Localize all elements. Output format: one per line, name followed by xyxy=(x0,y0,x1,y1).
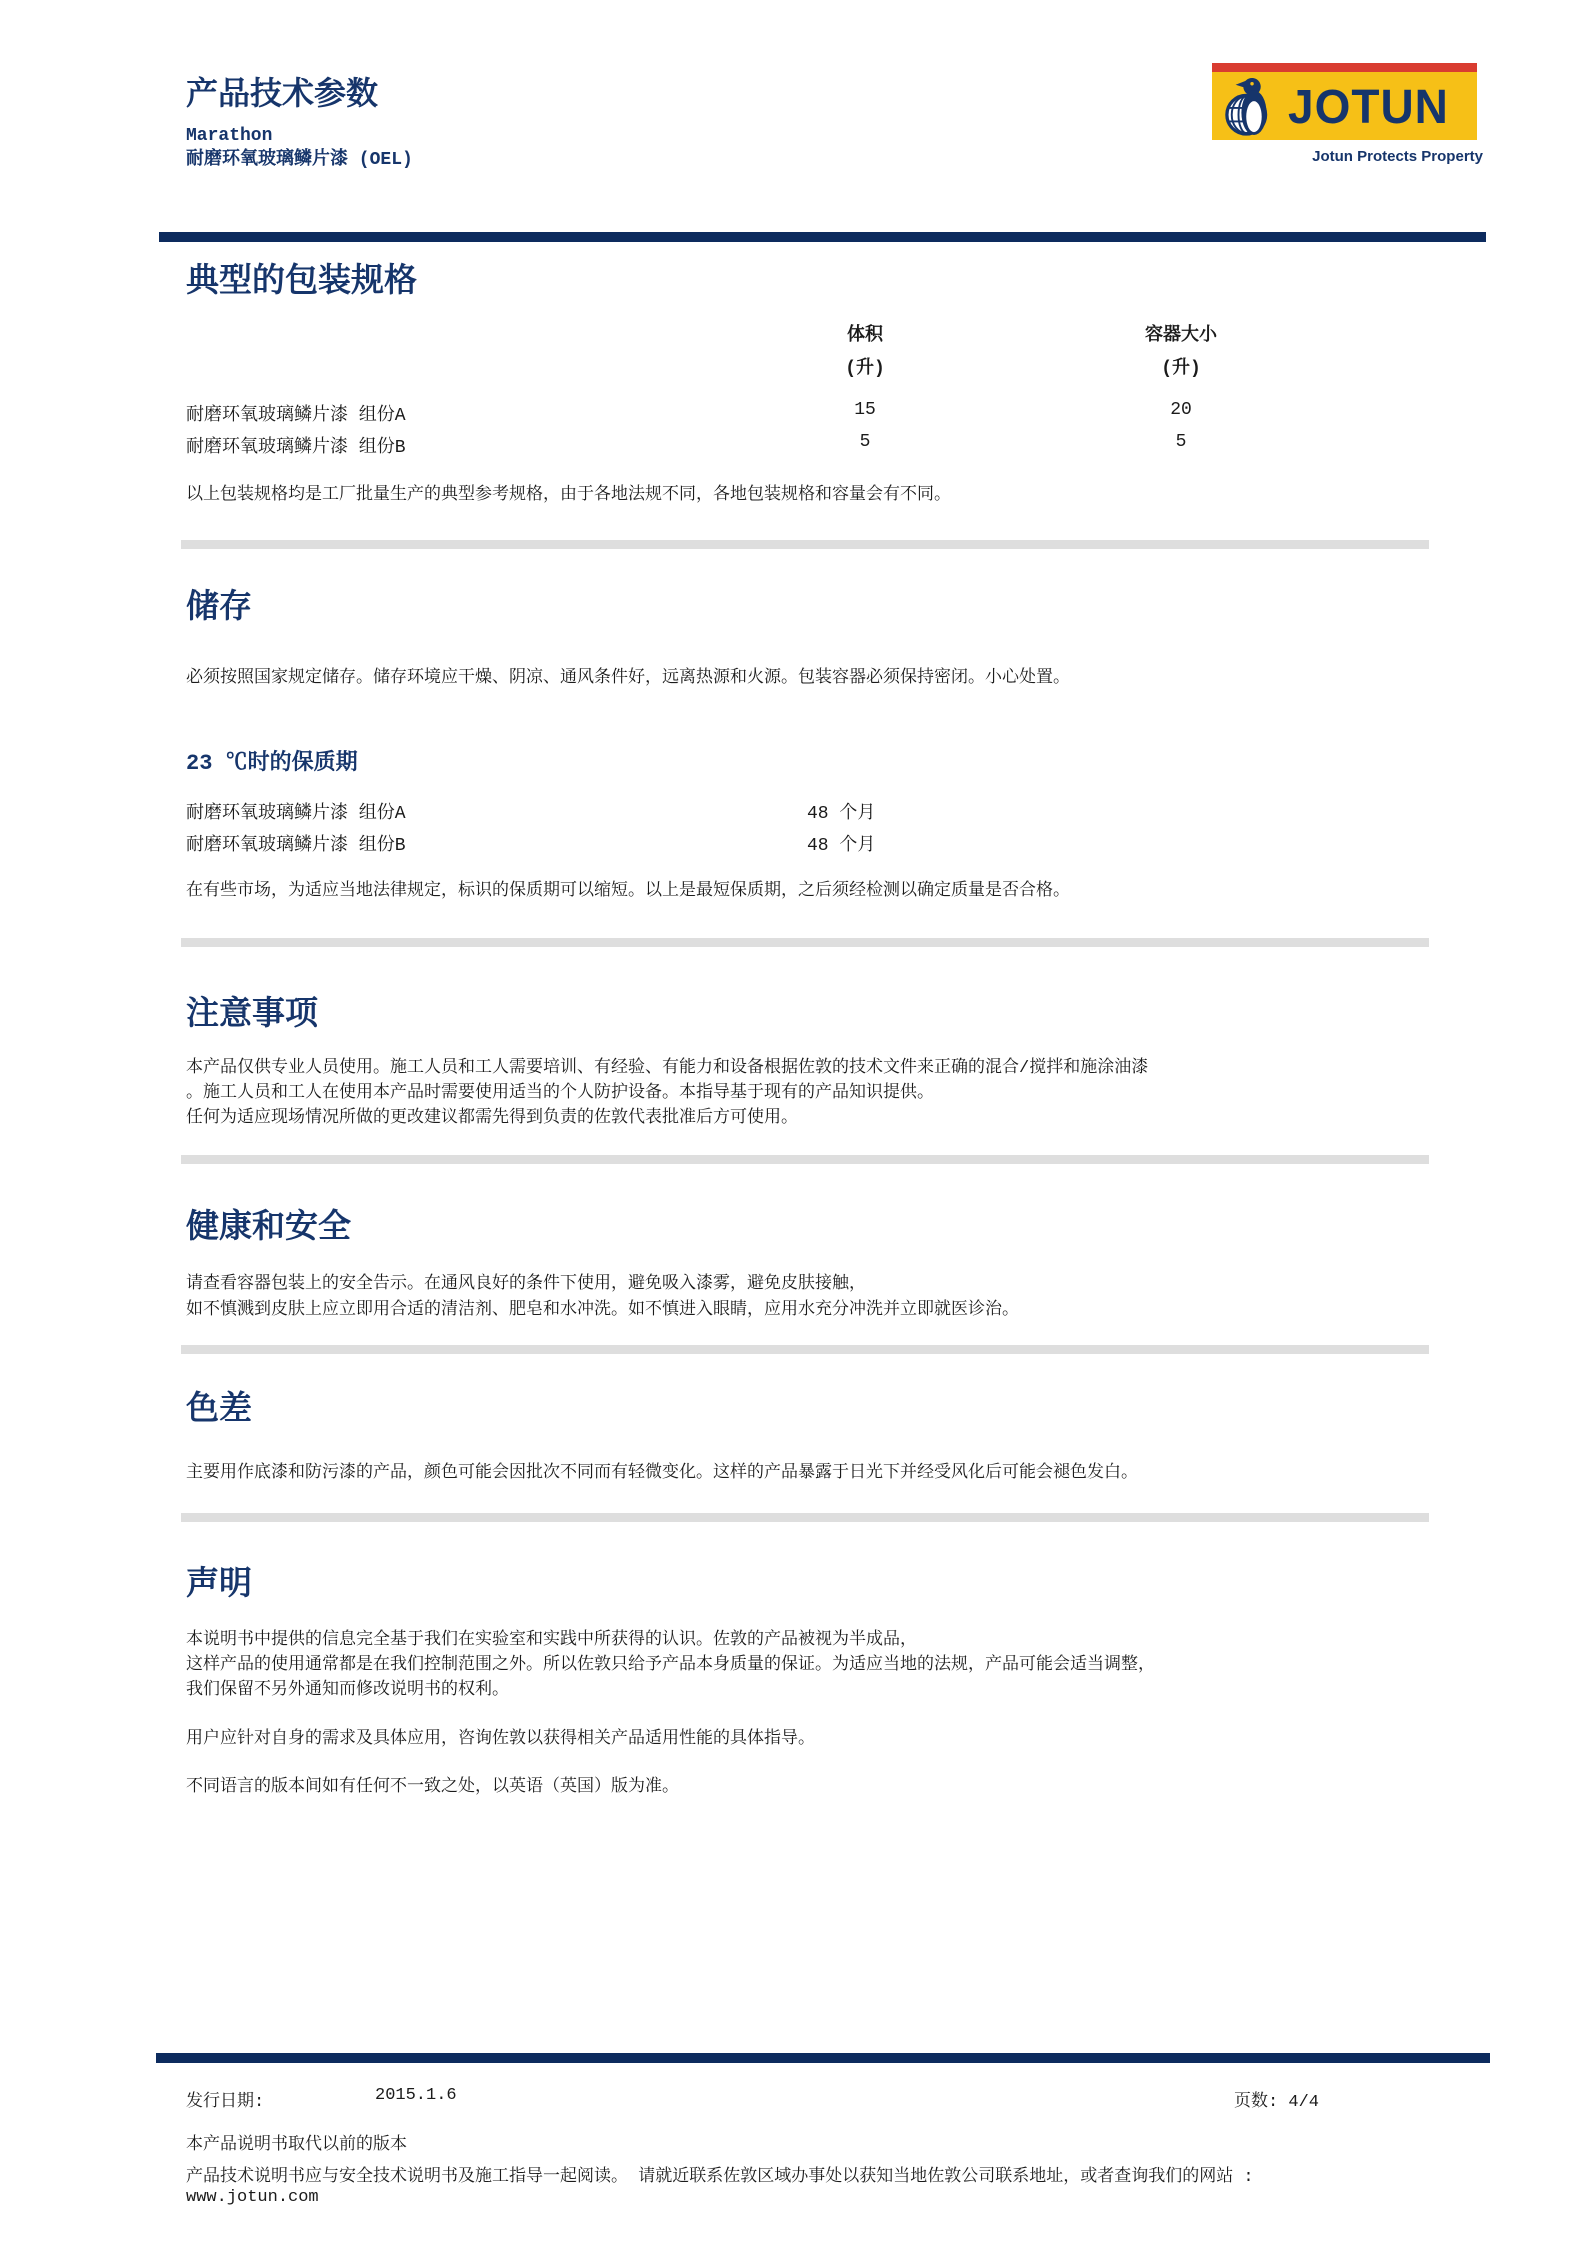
section-divider xyxy=(181,938,1429,947)
footer-note-read-with: 产品技术说明书应与安全技术说明书及施工指导一起阅读。 请就近联系佐敦区域办事处以获知当地佐敦公司联系地址，或者查询我们的网站 : xyxy=(186,2168,1254,2187)
section-divider xyxy=(181,1155,1429,1164)
website-url: www.jotun.com xyxy=(186,2188,319,2207)
row-label: 耐磨环氧玻璃鳞片漆 组份B xyxy=(186,438,406,458)
cell-volume: 5 xyxy=(859,432,871,452)
product-line: Marathon xyxy=(186,126,273,146)
section-divider xyxy=(181,540,1429,549)
jotun-wordmark: JOTUN xyxy=(1288,78,1449,134)
table-column-header-volume: 体积 (升) xyxy=(845,326,885,379)
cell-volume: 15 xyxy=(854,400,876,420)
section-title-caution: 注意事项 xyxy=(186,994,318,1031)
footer-note-supersedes: 本产品说明书取代以前的版本 xyxy=(186,2136,407,2155)
shelf-life-value: 48 个月 xyxy=(807,836,876,856)
packaging-note: 以上包装规格均是工厂批量生产的典型参考规格，由于各地法规不同，各地包装规格和容量会有不同。 xyxy=(186,486,951,505)
storage-body: 必须按照国家规定储存。储存环境应干燥、阴凉、通风条件好，远离热源和火源。包装容器必须保持密闭。小心处置。 xyxy=(186,669,1070,688)
caution-body: 本产品仅供专业人员使用。施工人员和工人需要培训、有经验、有能力和设备根据佐敦的技术文件来正确的混合/搅拌和施涂油漆 。施工人员和工人在使用本产品时需要使用适当的个人防护设备。本指导基于现有的产品知识提供。 任何为适应现场情况所做的更改建议都需先得到负责的佐敦代表批准后方可使用。 xyxy=(186,1059,1149,1128)
disclaimer-paragraph-3: 不同语言的版本间如有任何不一致之处，以英语（英国）版为准。 xyxy=(186,1778,679,1797)
row-label: 耐磨环氧玻璃鳞片漆 组份B xyxy=(186,836,406,856)
page-number: 页数: 4/4 xyxy=(1234,2093,1320,2112)
color-body: 主要用作底漆和防污漆的产品，颜色可能会因批次不同而有轻微变化。这样的产品暴露于日光下并经受风化后可能会褪色发白。 xyxy=(186,1464,1138,1483)
cell-container: 20 xyxy=(1170,400,1192,420)
table-column-header-container: 容器大小 (升) xyxy=(1145,326,1217,379)
cell-container: 5 xyxy=(1175,432,1187,452)
section-title-storage: 储存 xyxy=(186,587,252,624)
footer-rule-bar xyxy=(156,2053,1490,2063)
page-title: 产品技术参数 xyxy=(186,75,379,111)
shelf-life-value: 48 个月 xyxy=(807,804,876,824)
logo-tagline: Jotun Protects Property xyxy=(1312,148,1483,165)
issue-date-value: 2015.1.6 xyxy=(375,2086,457,2105)
section-title-color: 色差 xyxy=(186,1389,252,1426)
penguin-globe-icon xyxy=(1224,75,1282,137)
product-block xyxy=(186,124,413,172)
section-title-health: 健康和安全 xyxy=(186,1207,351,1244)
health-body: 请查看容器包装上的安全告示。在通风良好的条件下使用，避免吸入漆雾，避免皮肤接触， 如不慎溅到皮肤上应立即用合适的清洁剂、肥皂和水冲洗。如不慎进入眼睛，应用水充分冲洗并立即就医诊治。 xyxy=(186,1275,1019,1320)
header-rule-bar xyxy=(159,232,1486,242)
shelf-life-note: 在有些市场，为适应当地法律规定，标识的保质期可以缩短。以上是最短保质期，之后须经检测以确定质量是否合格。 xyxy=(186,882,1070,901)
section-title-disclaimer: 声明 xyxy=(186,1564,252,1601)
section-divider xyxy=(181,1513,1429,1522)
row-label: 耐磨环氧玻璃鳞片漆 组份A xyxy=(186,406,406,426)
row-label: 耐磨环氧玻璃鳞片漆 组份A xyxy=(186,804,406,824)
disclaimer-paragraph-2: 用户应针对自身的需求及具体应用，咨询佐敦以获得相关产品适用性能的具体指导。 xyxy=(186,1730,815,1749)
jotun-logo xyxy=(1212,63,1477,140)
product-name: 耐磨环氧玻璃鳞片漆 (OEL) xyxy=(186,150,413,170)
section-title-packaging: 典型的包装规格 xyxy=(186,261,417,298)
disclaimer-paragraph-1: 本说明书中提供的信息完全基于我们在实验室和实践中所获得的认识。佐敦的产品被视为半成品， 这样产品的使用通常都是在我们控制范围之外。所以佐敦只给予产品本身质量的保证。为适应当地的法规，产品可能会适当调整， 我们保留不另外通知而修改说明书的权利。 xyxy=(186,1631,1155,1700)
section-divider xyxy=(181,1345,1429,1354)
shelf-life-title: 23 ℃时的保质期 xyxy=(186,751,358,776)
issue-date-label: 发行日期: xyxy=(186,2093,265,2112)
